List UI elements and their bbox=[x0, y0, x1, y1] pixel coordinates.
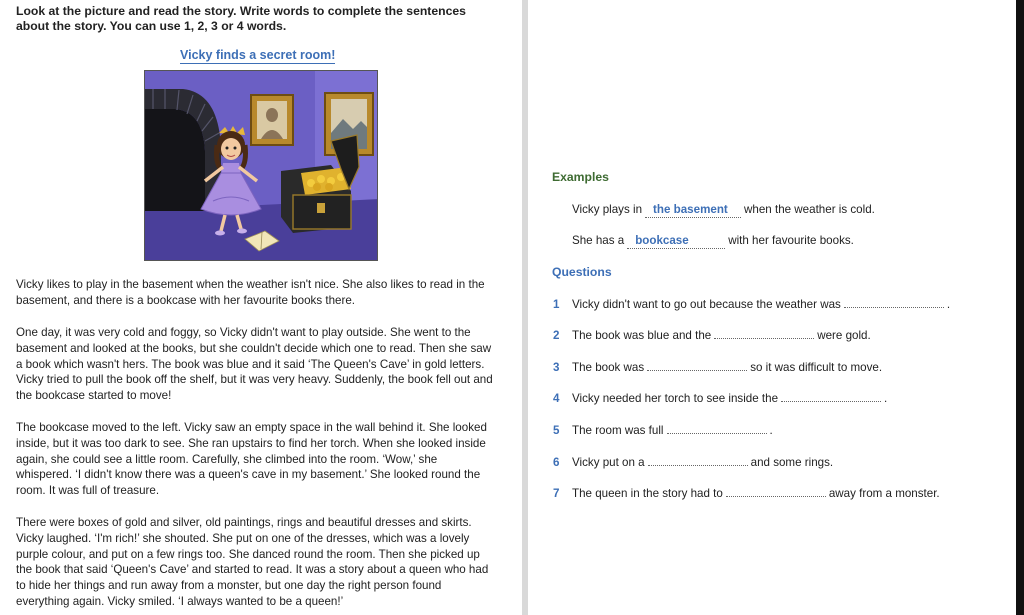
question-tail: so it was difficult to move. bbox=[750, 361, 883, 374]
question-number: 1 bbox=[553, 298, 560, 311]
example-1 bbox=[572, 202, 875, 218]
question-2 bbox=[553, 328, 871, 343]
question-number: 5 bbox=[553, 424, 560, 437]
question-3 bbox=[553, 360, 882, 375]
question-tail: away from a monster. bbox=[828, 487, 940, 500]
question-text: Vicky didn't want to go out because the weather was bbox=[572, 298, 841, 311]
question-5 bbox=[553, 423, 773, 438]
answer-blank[interactable] bbox=[844, 297, 944, 308]
example-2 bbox=[572, 233, 854, 249]
arch-opening bbox=[145, 109, 205, 211]
example-answer: the basement bbox=[645, 202, 741, 218]
question-text: The queen in the story had to bbox=[572, 487, 723, 500]
question-tail: and some rings. bbox=[750, 456, 834, 469]
instruction-text: Look at the picture and read the story. Write words to complete the sentences about the story. You can use 1, 2, 3 or 4 words. bbox=[16, 4, 466, 33]
question-text: Vicky put on a bbox=[572, 456, 645, 469]
question-number: 3 bbox=[553, 361, 560, 374]
question-number: 4 bbox=[553, 392, 560, 405]
question-tail: . bbox=[769, 424, 773, 437]
question-6 bbox=[553, 455, 833, 470]
example-after: with her favourite books. bbox=[728, 234, 854, 247]
question-number: 6 bbox=[553, 456, 560, 469]
story-illustration bbox=[144, 70, 378, 261]
example-before: Vicky plays in bbox=[572, 203, 643, 216]
example-after: when the weather is cold. bbox=[744, 203, 875, 216]
examples-heading: Examples bbox=[552, 170, 609, 184]
example-answer: bookcase bbox=[627, 233, 725, 249]
question-1 bbox=[553, 297, 950, 312]
question-text: The book was blue and the bbox=[572, 329, 712, 342]
question-7 bbox=[553, 486, 940, 501]
question-text: The book was bbox=[572, 361, 645, 374]
answer-blank[interactable] bbox=[647, 360, 747, 371]
question-text: Vicky needed her torch to see inside the bbox=[572, 392, 779, 405]
questions-heading: Questions bbox=[552, 265, 612, 279]
story-paragraph: There were boxes of gold and silver, old paintings, rings and beautiful dresses and skirts. Vicky laughed. ‘I'm rich!’ she shouted. She put on one of the dresses, which was a lovely purple colour, and put on a few rings too. She danced round the room. Then she picked up the book that said ‘Queen's Cave’ and started to read. It was a story about a queen who had to hide her things and run away from a monster, but one day the right person found everything again. Vicky smiled. ‘I always wanted to be a queen!’ bbox=[16, 516, 489, 608]
answer-blank[interactable] bbox=[726, 486, 826, 497]
story-paragraph: One day, it was very cold and foggy, so Vicky didn't want to play outside. She went to the basement and looked at the books, but she couldn't decide which one to read. Then she saw a book which wasn't hers. The book was blue and it said ‘The Queen's Cave’ in gold letters. Vicky tried to pull the book off the shelf, but it was very heavy. Suddenly, the book fell out and the bookcase started to move! bbox=[16, 326, 493, 403]
question-4 bbox=[553, 391, 887, 406]
answer-blank[interactable] bbox=[714, 328, 814, 339]
screen-edge bbox=[1016, 0, 1024, 615]
answer-blank[interactable] bbox=[667, 423, 767, 434]
question-tail: . bbox=[946, 298, 951, 311]
question-number: 2 bbox=[553, 329, 560, 342]
question-tail: were gold. bbox=[817, 329, 871, 342]
question-number: 7 bbox=[553, 487, 560, 500]
question-text: The room was full bbox=[572, 424, 664, 437]
question-tail: . bbox=[884, 392, 888, 405]
answer-blank[interactable] bbox=[781, 391, 881, 402]
story-paragraph: The bookcase moved to the left. Vicky saw an empty space in the wall behind it. She looked inside, but it was too dark to see. She ran upstairs to find her torch. When she looked inside again, she could see a little room. Carefully, she climbed into the room. ‘Wow,’ she whispered. ‘I didn't know there was a queen's cave in my basement.’ She looked round the room. It was full of treasure. bbox=[16, 421, 487, 498]
story-paragraph: Vicky likes to play in the basement when the weather isn't nice. She also likes to read in the basement, and there is a bookcase with her favourite books there. bbox=[16, 278, 485, 307]
example-before: She has a bbox=[572, 234, 625, 247]
story-title: Vicky finds a secret room! bbox=[180, 48, 336, 62]
answer-blank[interactable] bbox=[648, 455, 748, 466]
